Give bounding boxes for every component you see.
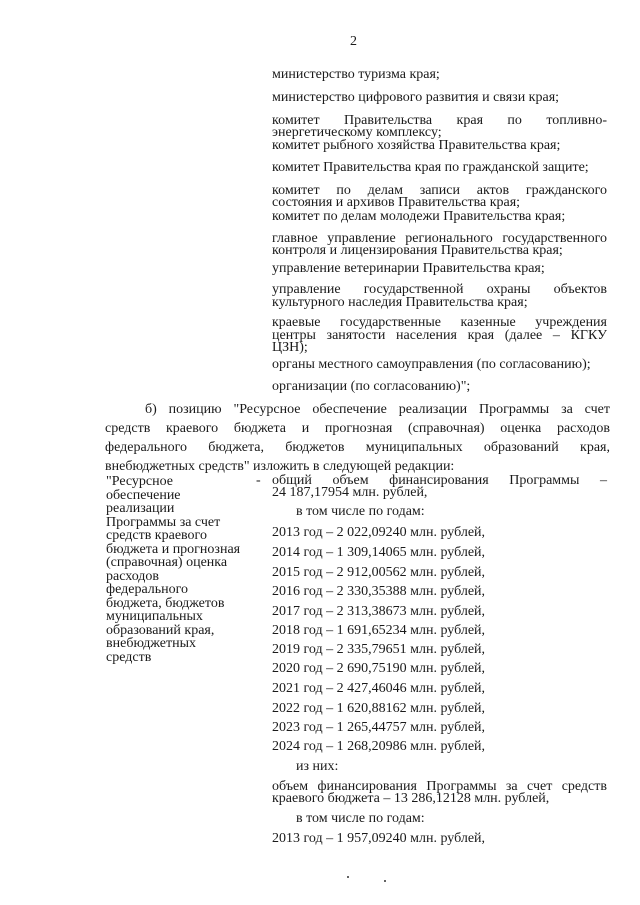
year-line-regional: 2013 год – 1 957,09240 млн. рублей, (272, 831, 486, 846)
by-years-label: в том числе по годам: (296, 504, 425, 519)
left-column-line: образований края, (106, 622, 215, 638)
total-financing-amount: 24 187,17954 млн. рублей, (272, 485, 428, 500)
executor-line: комитет Правительства края по топливно- (272, 113, 607, 128)
of-them-label: из них: (296, 759, 339, 774)
year-line: 2013 год – 2 022,09240 млн. рублей, (272, 525, 486, 540)
left-column-line: реализации (106, 501, 175, 516)
executor-line: энергетическому комплексу; (272, 125, 442, 140)
year-line: 2016 год – 2 330,35388 млн. рублей, (272, 584, 486, 599)
executor-line: контроля и лицензирования Правительства края; (272, 243, 563, 258)
executor-line: комитет по делам записи актов гражданского (272, 183, 607, 198)
executor-line: краевые государственные казенные учреждения (272, 315, 607, 330)
left-column-line: средств (106, 649, 152, 665)
left-column-line: "Ресурсное (106, 474, 173, 489)
executor-line: органы местного самоуправления (по согласованию); (272, 357, 591, 372)
executor-line: культурного наследия Правительства края; (272, 295, 528, 310)
by-years-label-2: в том числе по годам: (296, 811, 425, 826)
executor-line: управление государственной охраны объектов (272, 282, 607, 297)
regional-financing-amount: краевого бюджета – 13 286,12128 млн. рублей, (272, 791, 550, 806)
page-number: 2 (350, 34, 357, 49)
paragraph-b-line: средств краевого бюджета и прогнозная (справочная) оценка расходов (105, 421, 610, 436)
executor-line: министерство туризма края; (272, 67, 440, 82)
year-line: 2017 год – 2 313,38673 млн. рублей, (272, 604, 486, 619)
left-column-line: бюджета и прогнозная (106, 541, 241, 557)
table-left-column (106, 475, 256, 664)
year-line: 2014 год – 1 309,14065 млн. рублей, (272, 545, 486, 560)
executor-line: комитет по делам молодежи Правительства края; (272, 209, 566, 224)
left-column-line: бюджета, бюджетов (106, 595, 225, 611)
scan-mark (384, 880, 386, 882)
left-column-line: средств краевого (106, 528, 207, 543)
executor-line: министерство цифрового развития и связи края; (272, 90, 560, 105)
executor-line: главное управление регионального государственного (272, 231, 607, 246)
left-column-line: Программы за счет (106, 514, 221, 530)
year-line: 2022 год – 1 620,88162 млн. рублей, (272, 701, 486, 716)
year-line: 2019 год – 2 335,79651 млн. рублей, (272, 642, 486, 657)
year-line: 2015 год – 2 912,00562 млн. рублей, (272, 565, 486, 580)
executor-line: организации (по согласованию)"; (272, 379, 471, 394)
left-column-line: муниципальных (106, 609, 203, 624)
regional-financing-line: объем финансирования Программы за счет средств (272, 779, 607, 794)
executor-line: комитет рыбного хозяйства Правительства края; (272, 138, 561, 153)
paragraph-b-line: федерального бюджета, бюджетов муниципальных образований края, (105, 440, 610, 455)
total-financing-line: общий объем финансирования Программы – (272, 473, 607, 488)
left-column-line: обеспечение (106, 487, 181, 503)
left-column-line: расходов (106, 568, 160, 584)
separator-dash: - (256, 473, 261, 488)
executor-line: центры занятости населения края (далее – КГКУ (272, 328, 607, 343)
year-line: 2024 год – 1 268,20986 млн. рублей, (272, 739, 486, 754)
executor-line: комитет Правительства края по гражданской защите; (272, 160, 589, 175)
executor-line: ЦЗН); (272, 340, 308, 355)
year-line: 2018 год – 1 691,65234 млн. рублей, (272, 623, 486, 638)
paragraph-b (105, 400, 610, 476)
paragraph-b-line: б) позицию "Ресурсное обеспечение реализации Программы за счет (145, 402, 610, 417)
executor-line: управление ветеринарии Правительства края; (272, 261, 545, 276)
left-column-line: (справочная) оценка (106, 555, 228, 570)
year-line: 2020 год – 2 690,75190 млн. рублей, (272, 661, 486, 676)
scan-mark (347, 876, 349, 878)
executor-line: состояния и архивов Правительства края; (272, 195, 521, 210)
left-column-line: федерального (106, 582, 189, 597)
left-column-line: внебюджетных (106, 636, 197, 651)
paragraph-b-line: внебюджетных средств" изложить в следующей редакции: (105, 459, 455, 474)
year-line: 2023 год – 1 265,44757 млн. рублей, (272, 720, 486, 735)
year-line: 2021 год – 2 427,46046 млн. рублей, (272, 681, 486, 696)
